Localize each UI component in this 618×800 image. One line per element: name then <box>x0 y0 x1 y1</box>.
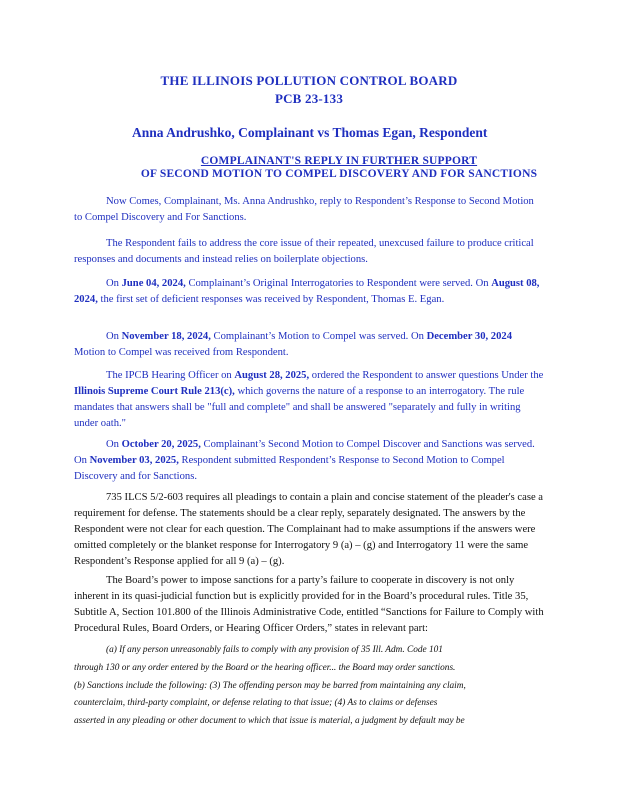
paragraph-intro <box>74 194 544 226</box>
text-segment: the first set of deficient responses was received by Respondent, Thomas E. Egan. <box>100 294 445 305</box>
doc-title-line-2: OF SECOND MOTION TO COMPEL DISCOVERY AND FOR SANCTIONS <box>140 168 538 180</box>
quote-line: asserted in any pleading or other document to which that issue is material, a judgment by default may be <box>74 716 465 727</box>
paragraph-text: 735 ILCS 5/2-603 requires all pleadings to contain a plain and concise statement of the pleader's case a requirement for defense. The statements should be a clear reply, separately designated. The answers by the Respondent were not clear for each question. The Complainant had to make assumptions if the answers were omitted completely or the blanket response for Interrogatory 9 (a) – (g) and Interrogatory 11 were the same Respondent’s Response applied for all 9 (a) – (g). <box>74 492 543 567</box>
text-segment: ordered the Respondent to answer questions Under the <box>311 370 544 381</box>
text-segment: Complainant’s Original Interrogatories to Respondent were served. On <box>188 278 489 289</box>
paragraph-interrogatories <box>74 276 544 308</box>
quote-line: counterclaim, third-party complaint, or defense relating to that issue; (4) As to claims or defenses <box>74 698 438 709</box>
date-highlight: November 18, 2024, <box>121 331 211 342</box>
text-segment: On <box>106 439 119 450</box>
date-highlight: November 03, 2025, <box>89 455 179 466</box>
paragraph-motion-to-compel <box>74 329 544 361</box>
quote-line: through 130 or any order entered by the Board or the hearing officer... the Board may order sanctions. <box>74 662 456 673</box>
parties-line: Anna Andrushko, Complainant vs Thomas Egan, Respondent <box>132 125 488 140</box>
date-highlight: October 20, 2025, <box>121 439 201 450</box>
text-segment: On <box>106 278 119 289</box>
paragraph-text: Now Comes, Complainant, Ms. Anna Andrushko, reply to Respondent’s Response to Second Motion to Compel Discovery and For Sanctions. <box>74 196 534 223</box>
text-segment: Complainant’s Second Motion to Compel Discover and Sanctions was served. On <box>74 439 535 466</box>
board-title: THE ILLINOIS POLLUTION CONTROL BOARD <box>160 73 458 88</box>
case-number: PCB 23-133 <box>274 91 344 106</box>
text-segment: Respondent submitted Respondent’s Response to Second Motion to Compel Discovery and for Sanctions. <box>74 455 505 482</box>
text-segment: which governs the nature of a response to an interrogatory. The rule mandates that answers shall be "full and complete" and shall be answered "separately and fully in writing under oath." <box>74 386 525 429</box>
date-highlight: December 30, 2024 <box>426 331 512 342</box>
paragraph-second-motion <box>74 437 544 485</box>
text-segment: The IPCB Hearing Officer on <box>106 370 232 381</box>
paragraph-failure <box>74 236 544 268</box>
doc-title-line-1: COMPLAINANT'S REPLY IN FURTHER SUPPORT <box>200 155 478 167</box>
quote-line: (a) If any person unreasonably fails to comply with any provision of 35 Ill. Adm. Code 101 <box>106 645 443 655</box>
date-highlight: June 04, 2024, <box>121 278 186 289</box>
paragraph-hearing-officer <box>74 368 544 432</box>
paragraph-board-power <box>74 573 544 637</box>
text-segment: Complainant’s Motion to Compel was served. On <box>213 331 424 342</box>
text-segment: Motion to Compel was received from Respondent. <box>74 347 289 358</box>
text-segment: On <box>106 331 119 342</box>
rule-highlight: Illinois Supreme Court Rule 213(c), <box>74 386 235 397</box>
paragraph-text: The Respondent fails to address the core issue of their repeated, unexcused failure to produce critical responses and documents and instead relies on boilerplate objections. <box>74 238 534 265</box>
paragraph-text: The Board’s power to impose sanctions for a party’s failure to cooperate in discovery is not only inherent in its quasi-judicial function but is explicitly provided for in the Board’s procedural rules. Title 35, Subtitle A, Section 101.800 of the Illinois Administrative Code, entitled “Sanctions for Failure to Comply with Procedural Rules, Board Orders, or Hearing Officer Orders,” states in relevant part: <box>74 575 544 634</box>
date-highlight: August 28, 2025, <box>234 370 310 381</box>
quote-line: (b) Sanctions include the following: (3) The offending person may be barred from maintaining any claim, <box>74 680 466 691</box>
paragraph-ilcs <box>74 490 544 570</box>
block-quote <box>74 642 514 731</box>
date-highlight: August 08, 2024, <box>74 278 540 305</box>
